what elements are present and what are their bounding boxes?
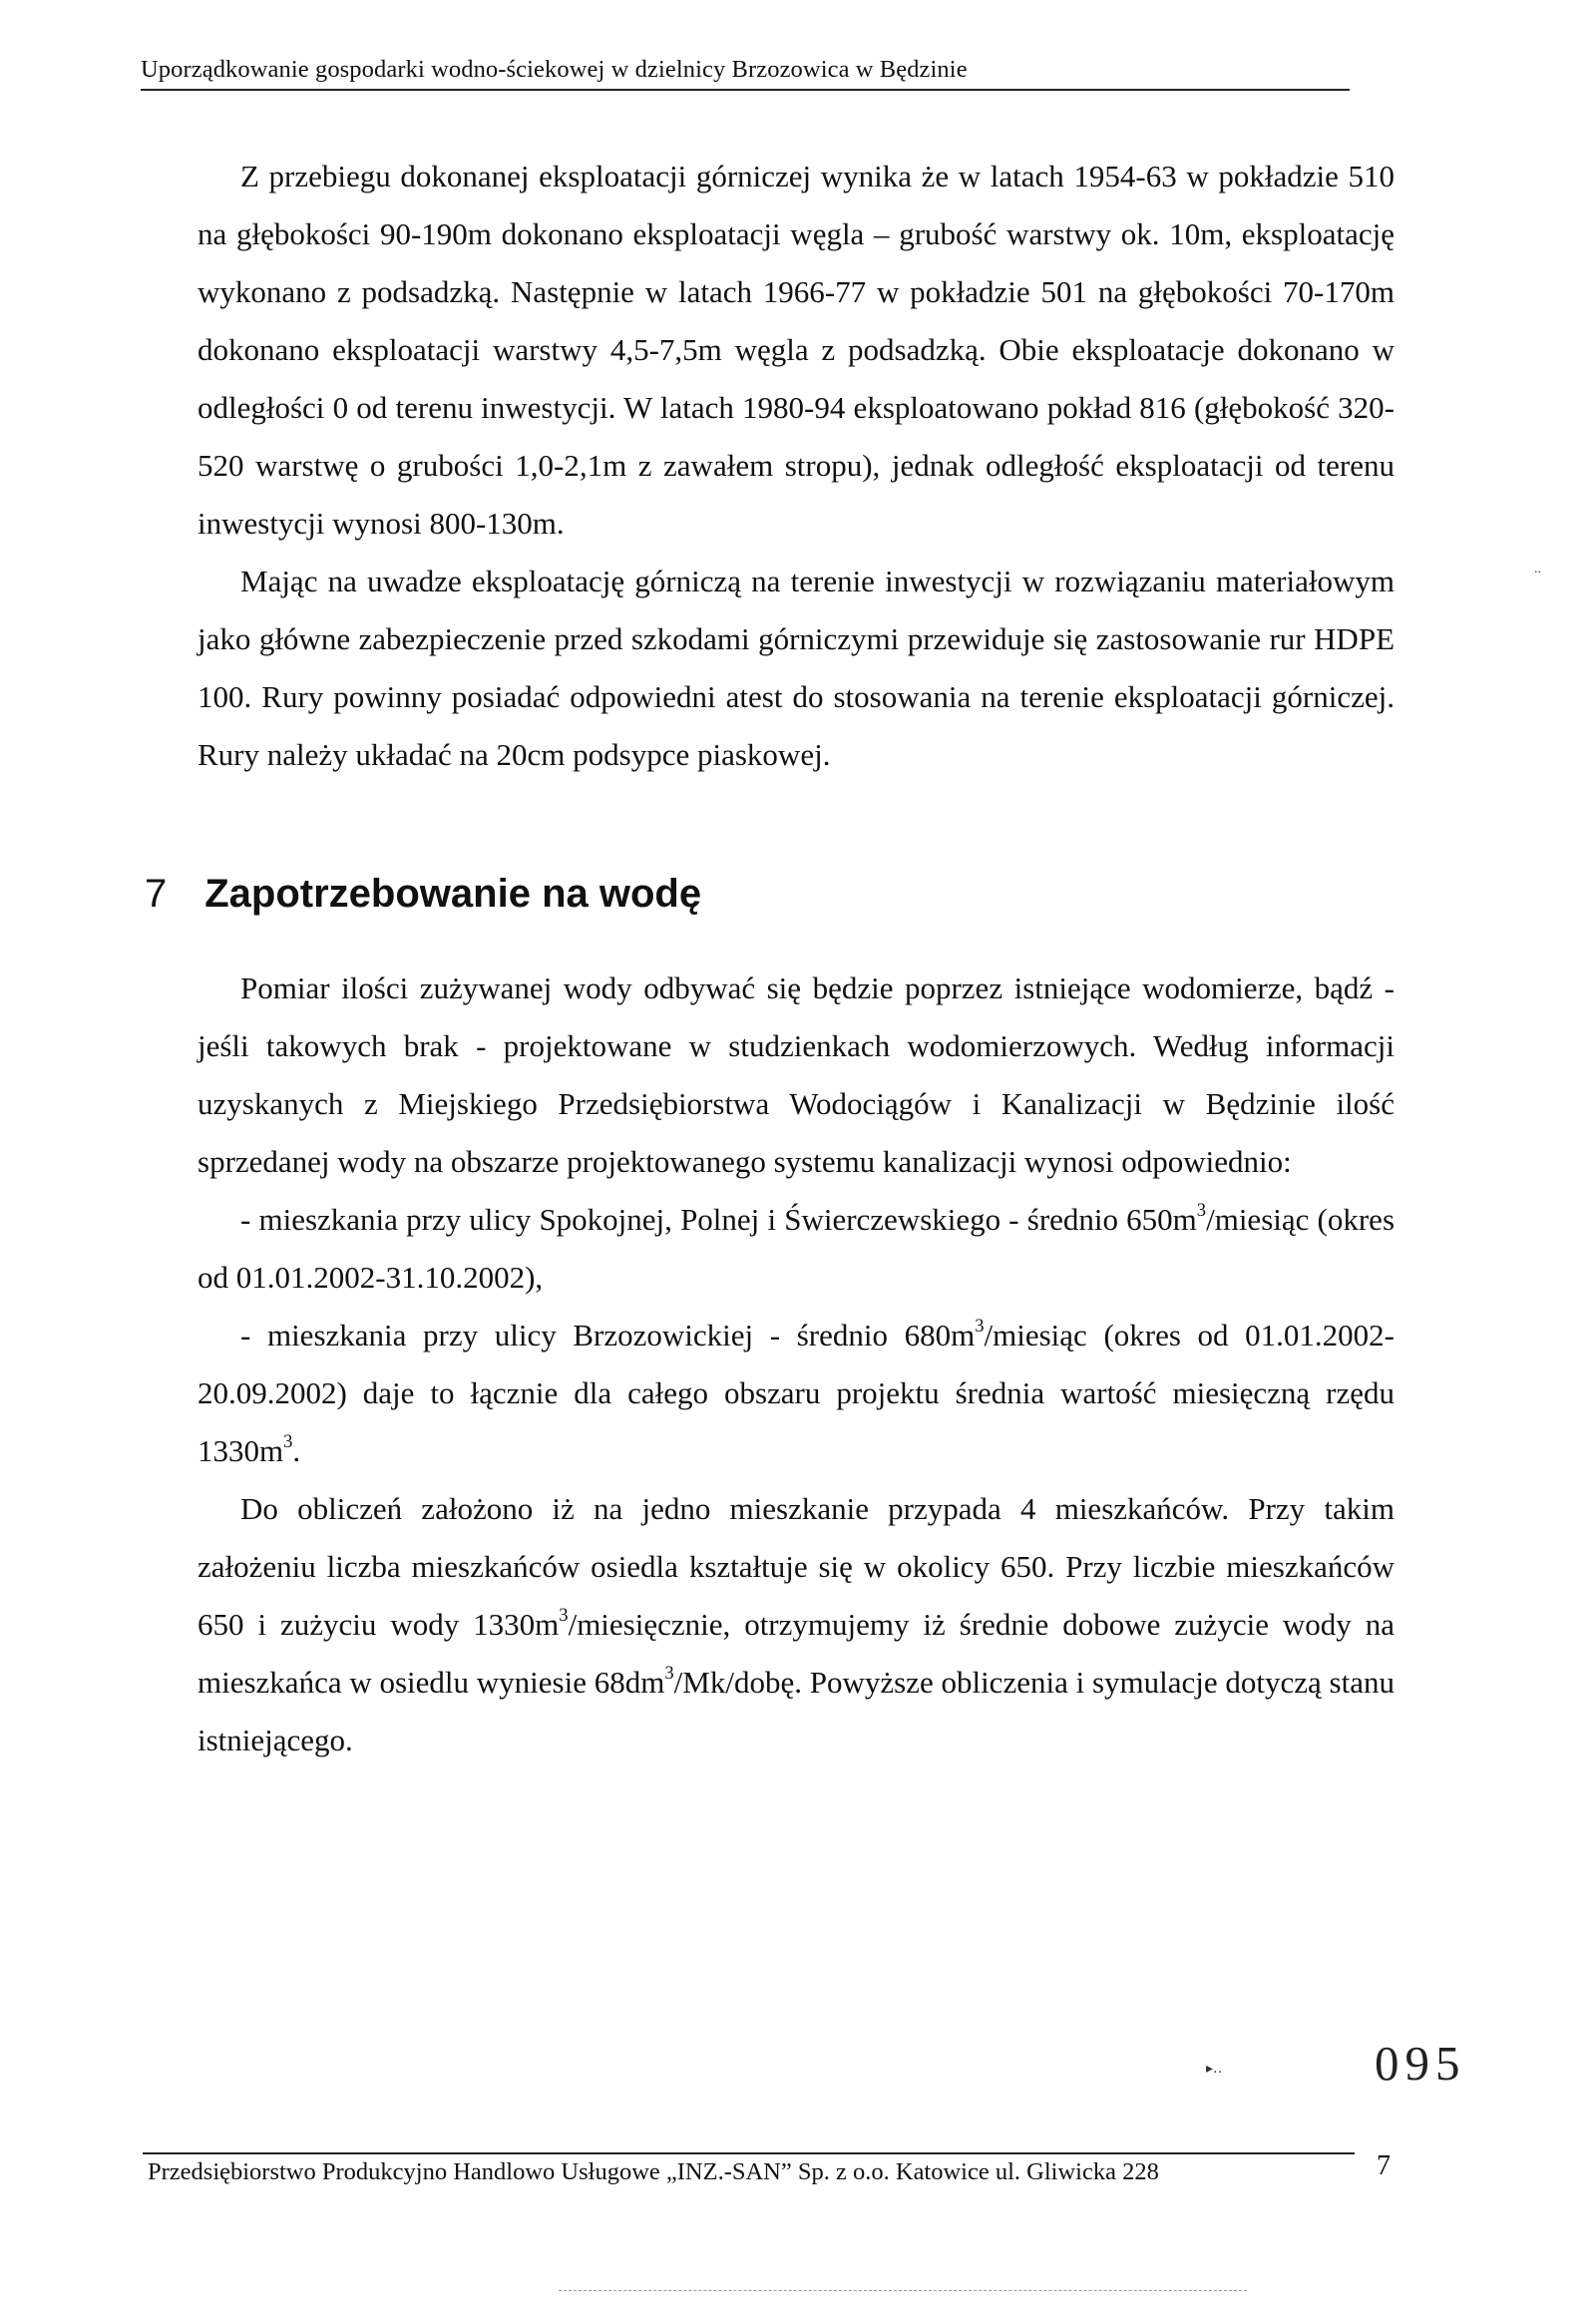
water-demand-section (198, 960, 1395, 1769)
paragraph-spokojna: - mieszkania przy ulicy Spokojnej, Polnej i Świerczewskiego - średnio $650m^3$/miesiąc (okres od 01.01.2002-31.10.2002), (198, 1200, 1396, 1295)
section-title: Zapotrzebowanie na wodę (204, 872, 702, 916)
page-number: 7 (1377, 2150, 1391, 2181)
paragraph-mining-history: Z przebiegu dokonanej eksploatacji górniczej wynika że w latach 1954-63 w pokładzie 510 na głębokości 90-190m dokonano eksploatacji węgla – grubość warstwy ok. 10m, eksploatację wykonano z podsadzką. Następnie w latach 1966-77 w pokładzie 501 na głębokości 70-170m dokonano eksploatacji warstwy 4,5-7,5m węgla z podsadzką. Obie eksploatacje dokonano w odległości 0 od terenu inwestycji. W latach 1980-94 eksploatowano pokład 816 (głębokość 320-520 warstwę o grubości 1,0-2,1m z zawałem stropu), jednak odległość eksploatacji od terenu inwestycji wynosi 800-130m. (198, 159, 1395, 541)
section-heading (145, 872, 701, 917)
footer-company: Przedsiębiorstwo Produkcyjno Handlowo Usługowe „INZ.-SAN” Sp. z o.o. Katowice ul. Gliwicka 228 (148, 2158, 1159, 2185)
scan-artifact-icon: ▸‥ (1206, 2062, 1223, 2077)
scan-mark: .. (1534, 562, 1541, 577)
paragraph-pipe-material: Mając na uwadze eksploatację górniczą na terenie inwestycji w rozwiązaniu materiałowym jako główne zabezpieczenie przed szkodami górniczymi przewiduje się zastosowanie rur HDPE 100. Rury powinny posiadać odpowiedni atest do stosowania na terenie eksploatacji górniczej. Rury należy układać na 20cm podsypce piaskowej. (198, 564, 1395, 772)
paragraph-brzozowicka: - mieszkania przy ulicy Brzozowickiej - średnio $680m^3$/miesiąc (okres od 01.01.2002-20.09.2002) daje to łącznie dla całego obszaru projektu średnia wartość miesięczną rzędu $1330m^3$. (198, 1316, 1395, 1468)
footer-divider (143, 2152, 1355, 2154)
section-number: 7 (145, 872, 168, 916)
scan-edge-line (559, 2290, 1247, 2291)
paragraph-metering: Pomiar ilości zużywanej wody odbywać się będzie poprzez istniejące wodomierze, bądź - jeśli takowych brak - projektowane w studzienkach wodomierzowych. Według informacji uzyskanych z Miejskiego Przedsiębiorstwa Wodociągów i Kanalizacji w Będzinie ilość sprzedanej wody na obszarze projektowanego systemu kanalizacji wynosi odpowiednio: (198, 970, 1395, 1179)
paragraph-calculations: Do obliczeń założono iż na jedno mieszkanie przypada 4 mieszkańców. Przy takim założeniu liczba mieszkańców osiedla kształtuje się w okolicy 650. Przy liczbie mieszkańców 650 i zużyciu wody $1330m^3$/miesięcznie, otrzymujemy iż średnie dobowe zużycie wody na mieszkańca w osiedlu wyniesie $68dm^3/Mk$/dobę. Powyższe obliczenia i symulacje dotyczą stanu istniejącego. (198, 1491, 1395, 1757)
page-stamp: 095 (1375, 2036, 1466, 2091)
mining-section (198, 148, 1395, 784)
header-divider (141, 89, 1350, 91)
running-header: Uporządkowanie gospodarki wodno-ściekowej w dzielnicy Brzozowica w Będzinie (141, 56, 968, 83)
